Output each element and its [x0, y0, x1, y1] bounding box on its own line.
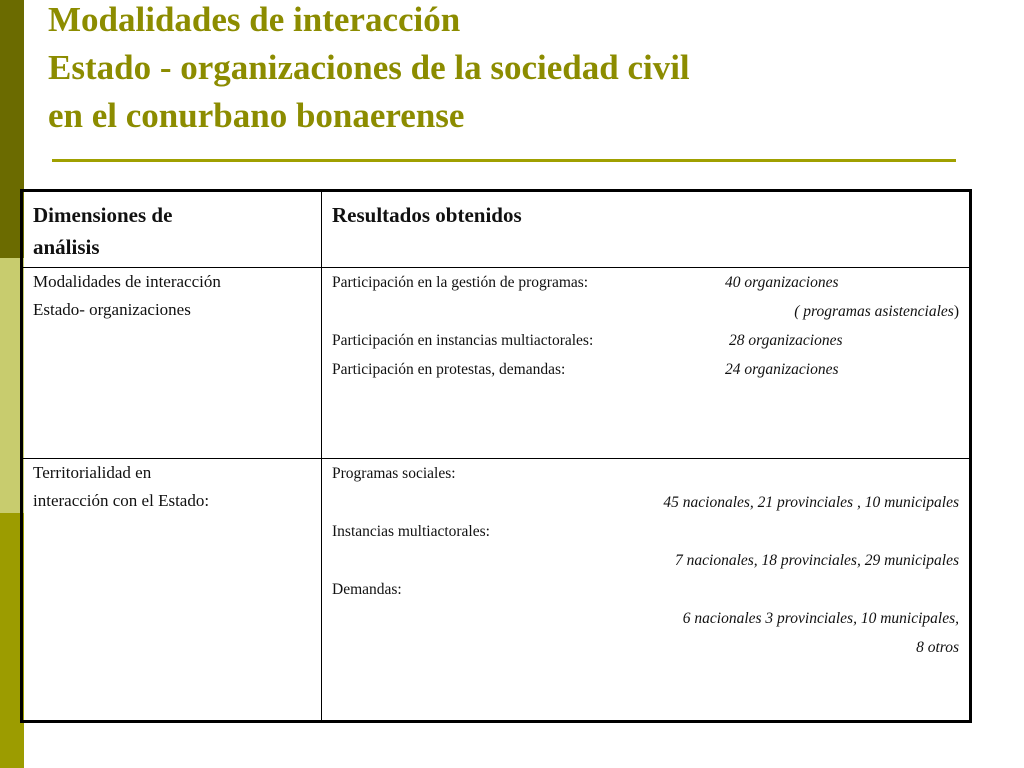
row1-dimension-line-1: Modalidades de interacción: [33, 272, 221, 292]
result-item-value: 40 organizaciones: [725, 274, 839, 292]
slide-title: [48, 0, 988, 140]
row2-dimension-line-2: interacción con el Estado:: [33, 490, 210, 510]
result-note-close: ): [953, 303, 959, 321]
header-dimensions-line-1: Dimensiones de: [33, 203, 173, 227]
result-note-text: ( programas asistenciales: [794, 303, 954, 321]
table-header-row: [22, 191, 971, 268]
row2-dimension: [22, 458, 322, 722]
title-line-3: en el conurbano bonaerense: [48, 96, 465, 135]
row1-results: [322, 268, 971, 458]
result-item-value: 24 organizaciones: [725, 361, 839, 379]
title-line-2: Estado - organizaciones de la sociedad civil: [48, 48, 690, 87]
demandas-value-1: 6 nacionales 3 provinciales, 10 municipales,: [682, 609, 959, 627]
result-item-label: Participación en protestas, demandas:: [332, 361, 566, 379]
result-item: [332, 355, 959, 384]
result-item: [332, 326, 959, 355]
demandas-label: Demandas:: [332, 580, 402, 598]
row2-dimension-line-1: Territorialidad en: [33, 462, 152, 482]
result-item: [332, 268, 959, 297]
programas-label: Programas sociales:: [332, 464, 456, 482]
instancias-label: Instancias multiactorales:: [332, 522, 490, 540]
row1-dimension: [22, 268, 322, 458]
result-item-label: Participación en la gestión de programas:: [332, 274, 589, 292]
header-dimensions-line-2: análisis: [33, 235, 100, 259]
row2-results: [322, 458, 971, 722]
result-note: [332, 297, 959, 326]
results-table: [20, 189, 972, 723]
title-line-1: Modalidades de interacción: [48, 0, 461, 39]
row1-dimension-line-2: Estado- organizaciones: [33, 300, 191, 320]
result-item-value: 28 organizaciones: [729, 332, 843, 350]
title-underline: [52, 159, 956, 162]
table-row: [22, 268, 971, 458]
programas-value: 45 nacionales, 21 provinciales , 10 municipales: [663, 493, 959, 511]
instancias-value: 7 nacionales, 18 provinciales, 29 municipales: [675, 551, 959, 569]
demandas-value-2: 8 otros: [916, 638, 959, 656]
result-item-label: Participación en instancias multiactorales:: [332, 332, 594, 350]
header-results-label: Resultados obtenidos: [332, 203, 522, 227]
header-results: [322, 191, 971, 268]
header-dimensions: [22, 191, 322, 268]
table-row: [22, 458, 971, 722]
